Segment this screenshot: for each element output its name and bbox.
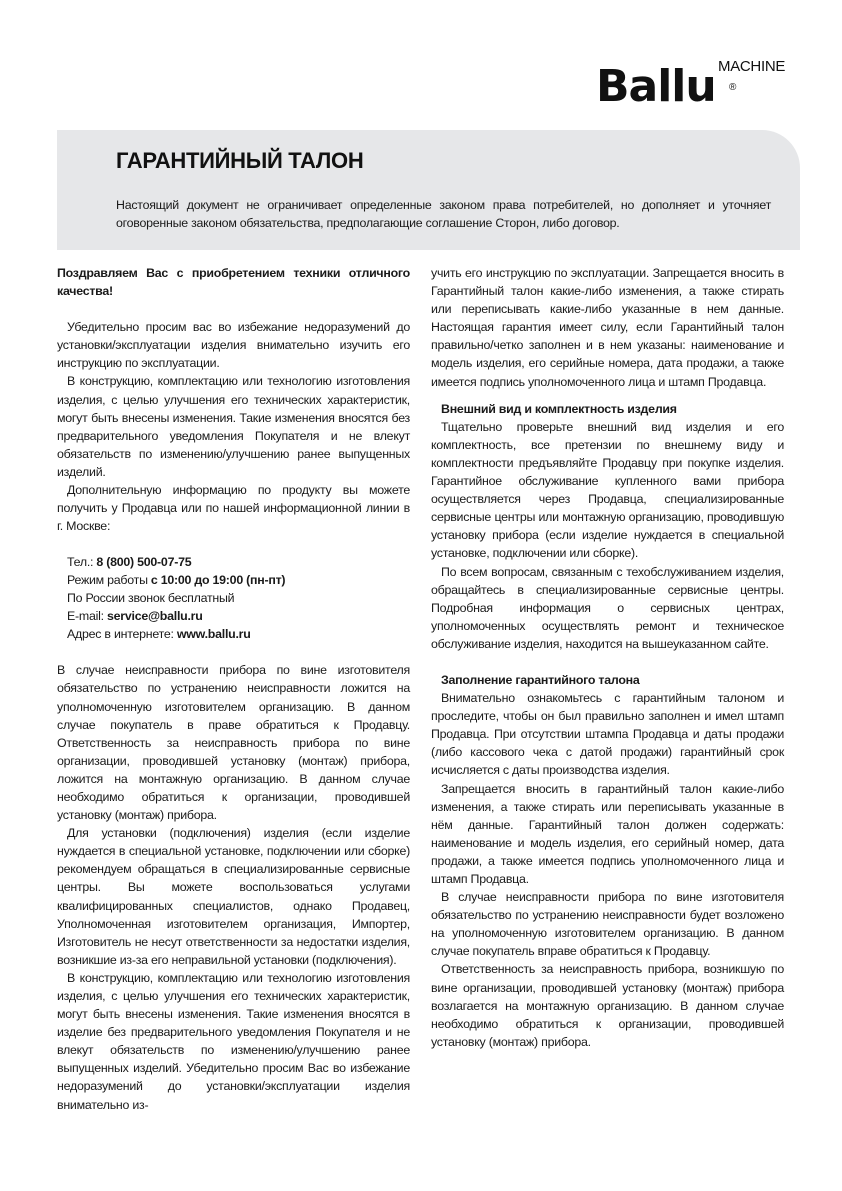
website-link[interactable]: www.ballu.ru (176, 627, 251, 642)
phone-label: Тел.: (67, 555, 97, 570)
ballu-logo (596, 56, 796, 116)
paragraph: В случае неисправности прибора по вине изготовителя обязательство по устранению неисправности ложится на уполномоченную изготовителем организацию. В данном случае покупатель в праве обратиться к Продавцу. Ответственность за неисправность прибора по вине организации, проводившей установку (монтаж) прибора, ложится на монтажную организацию. В данном случае необходимо обратиться к организации, проводившей установку (монтаж) прибора. (57, 663, 410, 823)
paragraph: учить его инструкцию по эксплуатации. Запрещается вносить в Гарантийный талон какие-либо изменения, а также стирать или переписывать какие-либо указанные в нем данные. Настоящая гарантия имеет силу, если Гарантийный талон правильно/четко заполнен и в нем указаны: наименование и модель изделия, его серийные номера, дата продажи, а также имеется подпись уполномоченного лица и штамп Продавца. (431, 266, 784, 389)
working-hours: с 10:00 до 19:00 (пн-пт) (150, 573, 286, 588)
logo-sub: MACHINE (718, 58, 786, 75)
logo-registered: ® (729, 82, 737, 93)
email-label: E-mail: (67, 609, 107, 624)
section-heading-appearance: Внешний вид и комплектность изделия (441, 401, 677, 416)
paragraph: Дополнительную информацию по продукту вы можете получить у Продавца или по нашей информационной линии в г. Москве: (57, 483, 410, 534)
title-banner (57, 130, 800, 250)
contact-block (57, 553, 410, 643)
email-link[interactable]: service@ballu.ru (107, 609, 203, 624)
paragraph: В конструкцию, комплектацию или технологию изготовления изделия, с целью улучшения его технических характеристик, могут быть внесены изменения. Такие изменения вносятся без предварительного уведомления Покупателя и не влекут обязательств по изменению/улучшению ранее выпущенных изделий. (57, 374, 410, 479)
greeting-heading: Поздравляем Вас с приобретением техники отличного качества! (57, 266, 410, 299)
intro-text: Настоящий документ не ограничивает определенные законом права потребителей, но дополняет и уточняет оговоренные законом обязательства, предполагающие соглашение Сторон, либо договор. (116, 198, 771, 230)
free-call-note: По России звонок бесплатный (67, 591, 235, 606)
paragraph: В случае неисправности прибора по вине изготовителя обязательство по устранению неисправности будет возложено на уполномоченную изготовителем организацию. В данном случае покупатель вправе обратиться к Продавцу. (431, 890, 784, 959)
left-column (57, 264, 410, 1114)
paragraph: Для установки (подключения) изделия (если изделие нуждается в специальной установке, подключении или сборке) рекомендуем обращаться в специализированные сервисные центры. Вы можете воспользоваться услугами квалифицированных специалистов, однако Продавец, Уполномоченная изготовителем организация, Импортер, Изготовитель не несут ответственности за недостатки изделия, возникшие из-за его неправильной установки (подключения). (57, 826, 410, 967)
paragraph: Тщательно проверьте внешний вид изделия и его комплектность, все претензии по внешнему виду и комплектности предъявляйте Продавцу при покупке изделия. Гарантийное обслуживание купленного вами прибора осуществляется через Продавца, специализированные сервисные центры или монтажную организацию, проводившую установку прибора (если изделие нуждается в специальной установке, подключении или сборке). (431, 419, 784, 561)
paragraph: По всем вопросам, связанным с техобслуживанием изделия, обращайтесь в специализированные сервисные центры. Подробная информация о сервисных центрах, уполномоченных осуществлять ремонт и техническое обслуживание изделия, находится на вышеуказанном сайте. (431, 564, 784, 651)
page-title: ГАРАНТИЙНЫЙ ТАЛОН (116, 148, 364, 173)
phone-number[interactable]: 8 (800) 500-07-75 (96, 555, 192, 570)
web-label: Адрес в интернете: (67, 627, 177, 642)
right-column (431, 264, 784, 1051)
paragraph: Убедительно просим вас во избежание недоразумений до установки/эксплуатации изделия внимательно изучить его инструкцию по эксплуатации. (57, 320, 410, 371)
paragraph: Запрещается вносить в гарантийный талон какие-либо изменения, а также стирать или переписывать указанные в нём данные. Гарантийный талон должен содержать: наименование и модель изделия, его серийный номер, дата продажи, а также имеется подпись уполномоченного лица и штамп Продавца. (431, 781, 784, 886)
paragraph: Внимательно ознакомьтесь с гарантийным талоном и проследите, чтобы он был правильно заполнен и имел штамп Продавца. При отсутствии штампа Продавца и даты продажи (либо кассового чека с датой продажи) гарантийный срок исчисляется с даты производства изделия. (431, 691, 784, 778)
section-heading-filling: Заполнение гарантийного талона (441, 672, 640, 687)
hours-label: Режим работы (67, 573, 151, 588)
paragraph: Ответственность за неисправность прибора, возникшую по вине организации, проводившей установку (монтаж) прибора возлагается на монтажную организацию. В данном случае необходимо обратиться к организации, проводившей установку (монтаж) прибора. (431, 962, 784, 1049)
paragraph: В конструкцию, комплектацию или технологию изготовления изделия, с целью улучшения его технических характеристик, могут быть внесены изменения. Такие изменения вносятся в изделие без предварительного уведомления Покупателя и не влекут обязательств по изменению/улучшению ранее выпущенных изделий. Убедительно просим Вас во избежание недоразумений до установки/эксплуатации изделия внимательно из- (57, 970, 410, 1112)
logo-brand: Ballu (596, 61, 716, 112)
